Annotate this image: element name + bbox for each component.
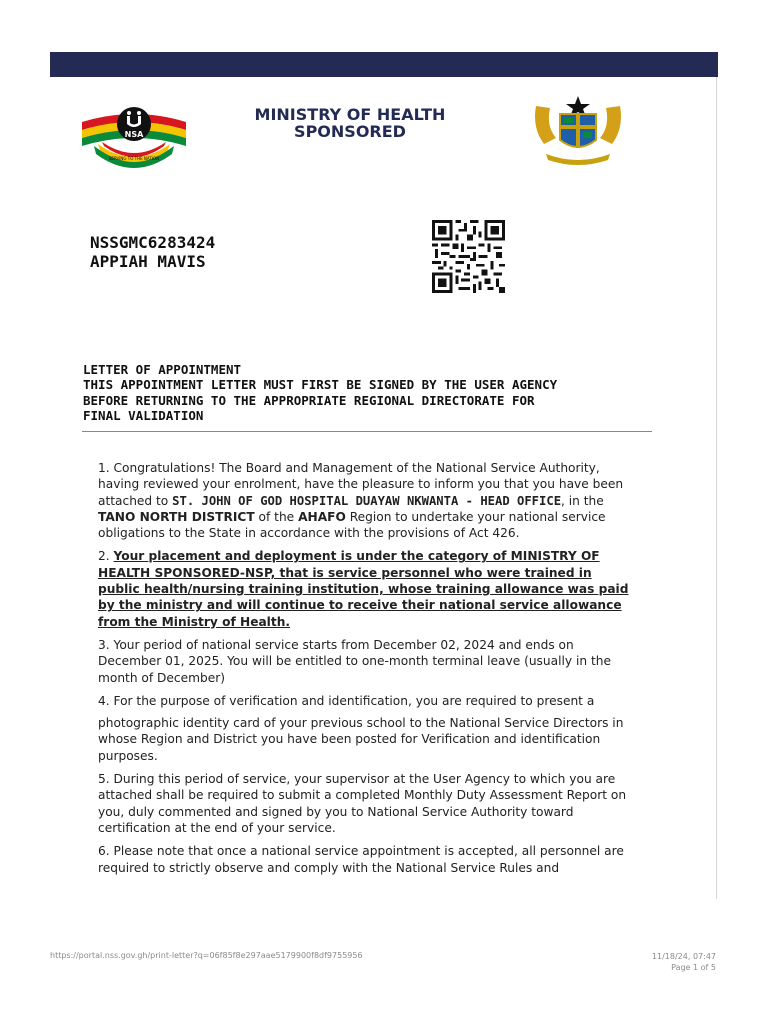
nsa-logo [80, 100, 188, 172]
p2-number: 2. [98, 549, 114, 564]
footer-datetime: 11/18/24, 07:47 [651, 952, 716, 961]
ministry-title [230, 106, 470, 140]
paragraph-4b: photographic identity card of your previous school to the National Service Directors in whose Region and District you have been posted for Verification and identification purposes. [98, 716, 624, 763]
p1-text-d: Region to undertake your national service obligations to the State in accordance with the provisions of Act 426. [98, 509, 606, 541]
p1-text-b: , in the [561, 493, 604, 508]
heading-line4: FINAL VALIDATION [83, 407, 204, 423]
ministry-title-line2: SPONSORED [294, 122, 406, 141]
heading-divider [82, 431, 652, 432]
heading-line3: BEFORE RETURNING TO THE APPROPRIATE REGIONAL DIRECTORATE FOR [83, 392, 535, 408]
coat-of-arms [530, 92, 626, 168]
letter-heading [83, 362, 653, 423]
footer-page: Page 1 of 5 [671, 963, 716, 972]
paragraph-1 [98, 460, 633, 541]
p1-text-c: of the [254, 509, 299, 524]
nss-number: NSSGMC6283424 [90, 233, 216, 252]
paragraph-5: 5. During this period of service, your supervisor at the User Agency to which you are attached shall be required to submit a completed Monthly Duty Assessment Report on you, duly commented and signed by you to National Service Authority toward certification at the end of your service. [98, 772, 627, 835]
heading-line2: THIS APPOINTMENT LETTER MUST FIRST BE SIGNED BY THE USER AGENCY [83, 377, 558, 393]
personnel-name: APPIAH MAVIS [90, 252, 206, 271]
p1-text-a: 1. Congratulations! The Board and Management of the National Service Authority, having reviewed your enrolment, have the pleasure to inform you that you have been attached to [98, 461, 624, 508]
p2-text: Your placement and deployment is under the category of MINISTRY OF HEALTH SPONSORED-NSP, that is service personnel who were trained in public health/nursing training institution, whose training allowance was paid by the ministry and will continue to receive their national service allowance from the Ministry of Health. [98, 549, 629, 629]
nsa-logo-motto: SERVING TO THE NATION [108, 156, 160, 161]
ministry-title-line1: MINISTRY OF HEALTH [254, 105, 446, 124]
heading-line1: LETTER OF APPOINTMENT [83, 362, 242, 377]
paragraph-4a: 4. For the purpose of verification and identification, you are required to present a [98, 693, 595, 708]
letter-body-clip [98, 460, 658, 899]
p1-district: TANO NORTH DISTRICT [98, 509, 255, 524]
p1-agency: ST. JOHN OF GOD HOSPITAL DUAYAW NKWANTA - HEAD OFFICE [172, 493, 562, 508]
page-edge-rule [716, 77, 717, 899]
p1-region: AHAFO [298, 509, 346, 524]
letter-body [98, 460, 633, 876]
qr-code [432, 219, 505, 294]
nsa-logo-text: NSA [124, 130, 144, 139]
footer-url: https://portal.nss.gov.gh/print-letter?q=06f85f8e297aae5179900f8df9755956 [50, 951, 363, 960]
footer-meta [652, 951, 716, 973]
paragraph-3: 3. Your period of national service starts from December 02, 2024 and ends on December 01, 2025. You will be entitled to one-month terminal leave (usually in the month of December) [98, 637, 611, 685]
paragraph-6: 6. Please note that once a national service appointment is accepted, all personnel are required to strictly observe and comply with the National Service Rules and [98, 844, 624, 875]
paragraph-2 [98, 548, 633, 629]
header-bar [50, 52, 718, 77]
personnel-ids [90, 233, 215, 271]
